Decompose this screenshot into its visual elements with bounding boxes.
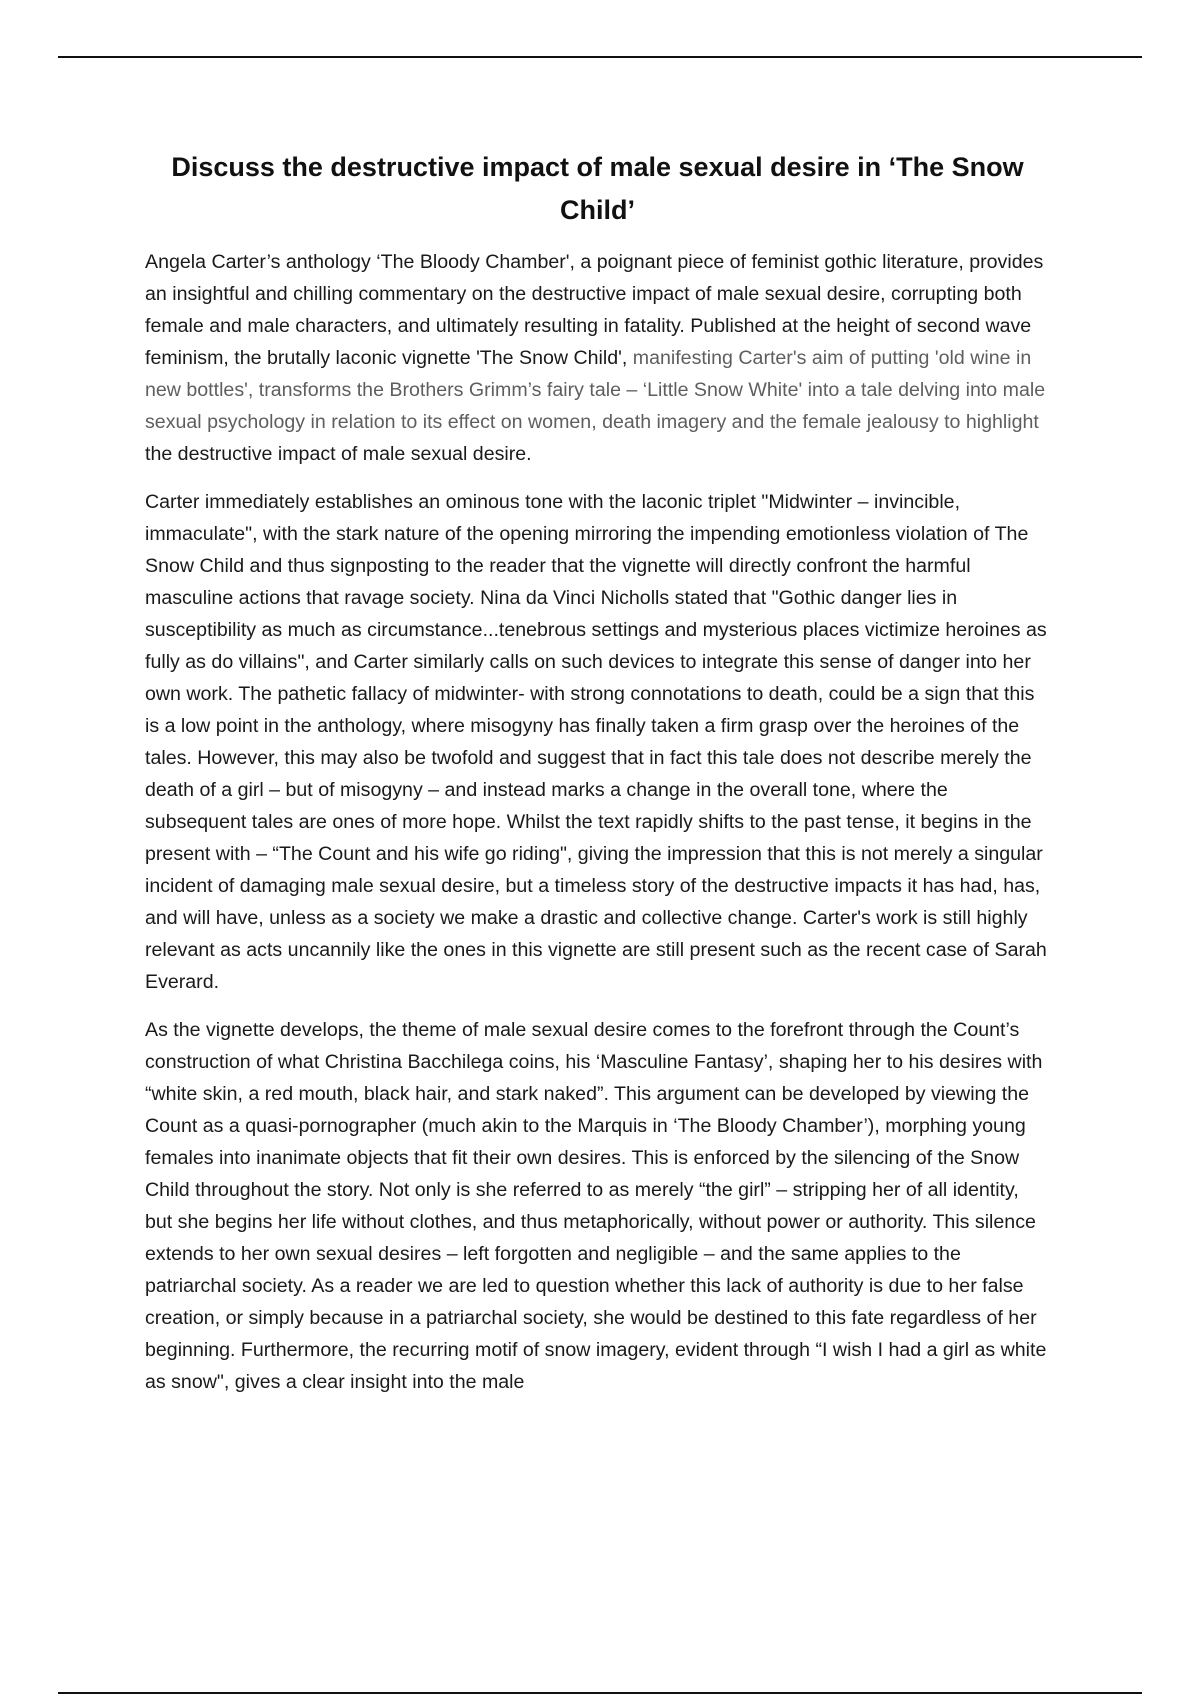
bottom-divider [58, 1692, 1142, 1694]
intro-text-part-3: the destructive impact of male sexual desire. [145, 443, 532, 465]
paragraph-opening-analysis: Carter immediately establishes an ominous tone with the laconic triplet "Midwinter – invincible, immaculate", with the stark nature of the opening mirroring the impending emotionless violation of The Snow Child and thus signposting to the reader that the vignette will directly confront the harmful masculine actions that ravage society. Nina da Vinci Nicholls stated that "Gothic danger lies in susceptibility as much as circumstance...tenebrous settings and mysterious places victimize heroines as fully as do villains", and Carter similarly calls on such devices to integrate this sense of danger into her own work. The pathetic fallacy of midwinter- with strong connotations to death, could be a sign that this is a low point in the anthology, where misogyny has finally taken a firm grasp over the heroines of the tales. However, this may also be twofold and suggest that in fact this tale does not describe merely the death of a girl – but of misogyny – and instead marks a change in the overall tone, where the subsequent tales are ones of more hope. Whilst the text rapidly shifts to the past tense, it begins in the present with – “The Count and his wife go riding", giving the impression that this is not merely a singular incident of damaging male sexual desire, but a timeless story of the destructive impacts it has had, has, and will have, unless as a society we make a drastic and collective change. Carter's work is still highly relevant as acts uncannily like the ones in this vignette are still present such as the recent case of Sarah Everard. [145, 491, 1047, 993]
intro-text-part-2-grey: manifesting Carter's aim of putting 'old wine in new bottles', transforms the Brothers Grimm’s fairy tale – ‘Little Snow White' into a tale delving into male sexual psychology in relation to its effect on women, death imagery and the female jealousy to highlight [145, 347, 1046, 433]
top-divider [58, 56, 1142, 58]
paragraph-intro [145, 246, 1050, 470]
intro-text-part-1: Angela Carter’s anthology ‘The Bloody Chamber', a poignant piece of feminist gothic literature, provides an insightful and chilling commentary on the destructive impact of male sexual desire, corrupting both female and male characters, and ultimately resulting in fatality. Published at the height of second wave feminism, the brutally laconic vignette 'The Snow Child', [145, 251, 1044, 369]
document-page [145, 146, 1050, 1414]
paragraph-masculine-fantasy: As the vignette develops, the theme of male sexual desire comes to the forefront through the Count’s construction of what Christina Bacchilega coins, his ‘Masculine Fantasy’, shaping her to his desires with “white skin, a red mouth, black hair, and stark naked”. This argument can be developed by viewing the Count as a quasi-pornographer (much akin to the Marquis in ‘The Bloody Chamber’), morphing young females into inanimate objects that fit their own desires. This is enforced by the silencing of the Snow Child throughout the story. Not only is she referred to as merely “the girl” – stripping her of all identity, but she begins her life without clothes, and thus metaphorically, without power or authority. This silence extends to her own sexual desires – left forgotten and negligible – and the same applies to the patriarchal society. As a reader we are led to question whether this lack of authority is due to her false creation, or simply because in a patriarchal society, she would be destined to this fate regardless of her beginning. Furthermore, the recurring motif of snow imagery, evident through “I wish I had a girl as white as snow", gives a clear insight into the male [145, 1019, 1047, 1393]
document-title: Discuss the destructive impact of male sexual desire in ‘The Snow Child’ [171, 152, 1024, 225]
